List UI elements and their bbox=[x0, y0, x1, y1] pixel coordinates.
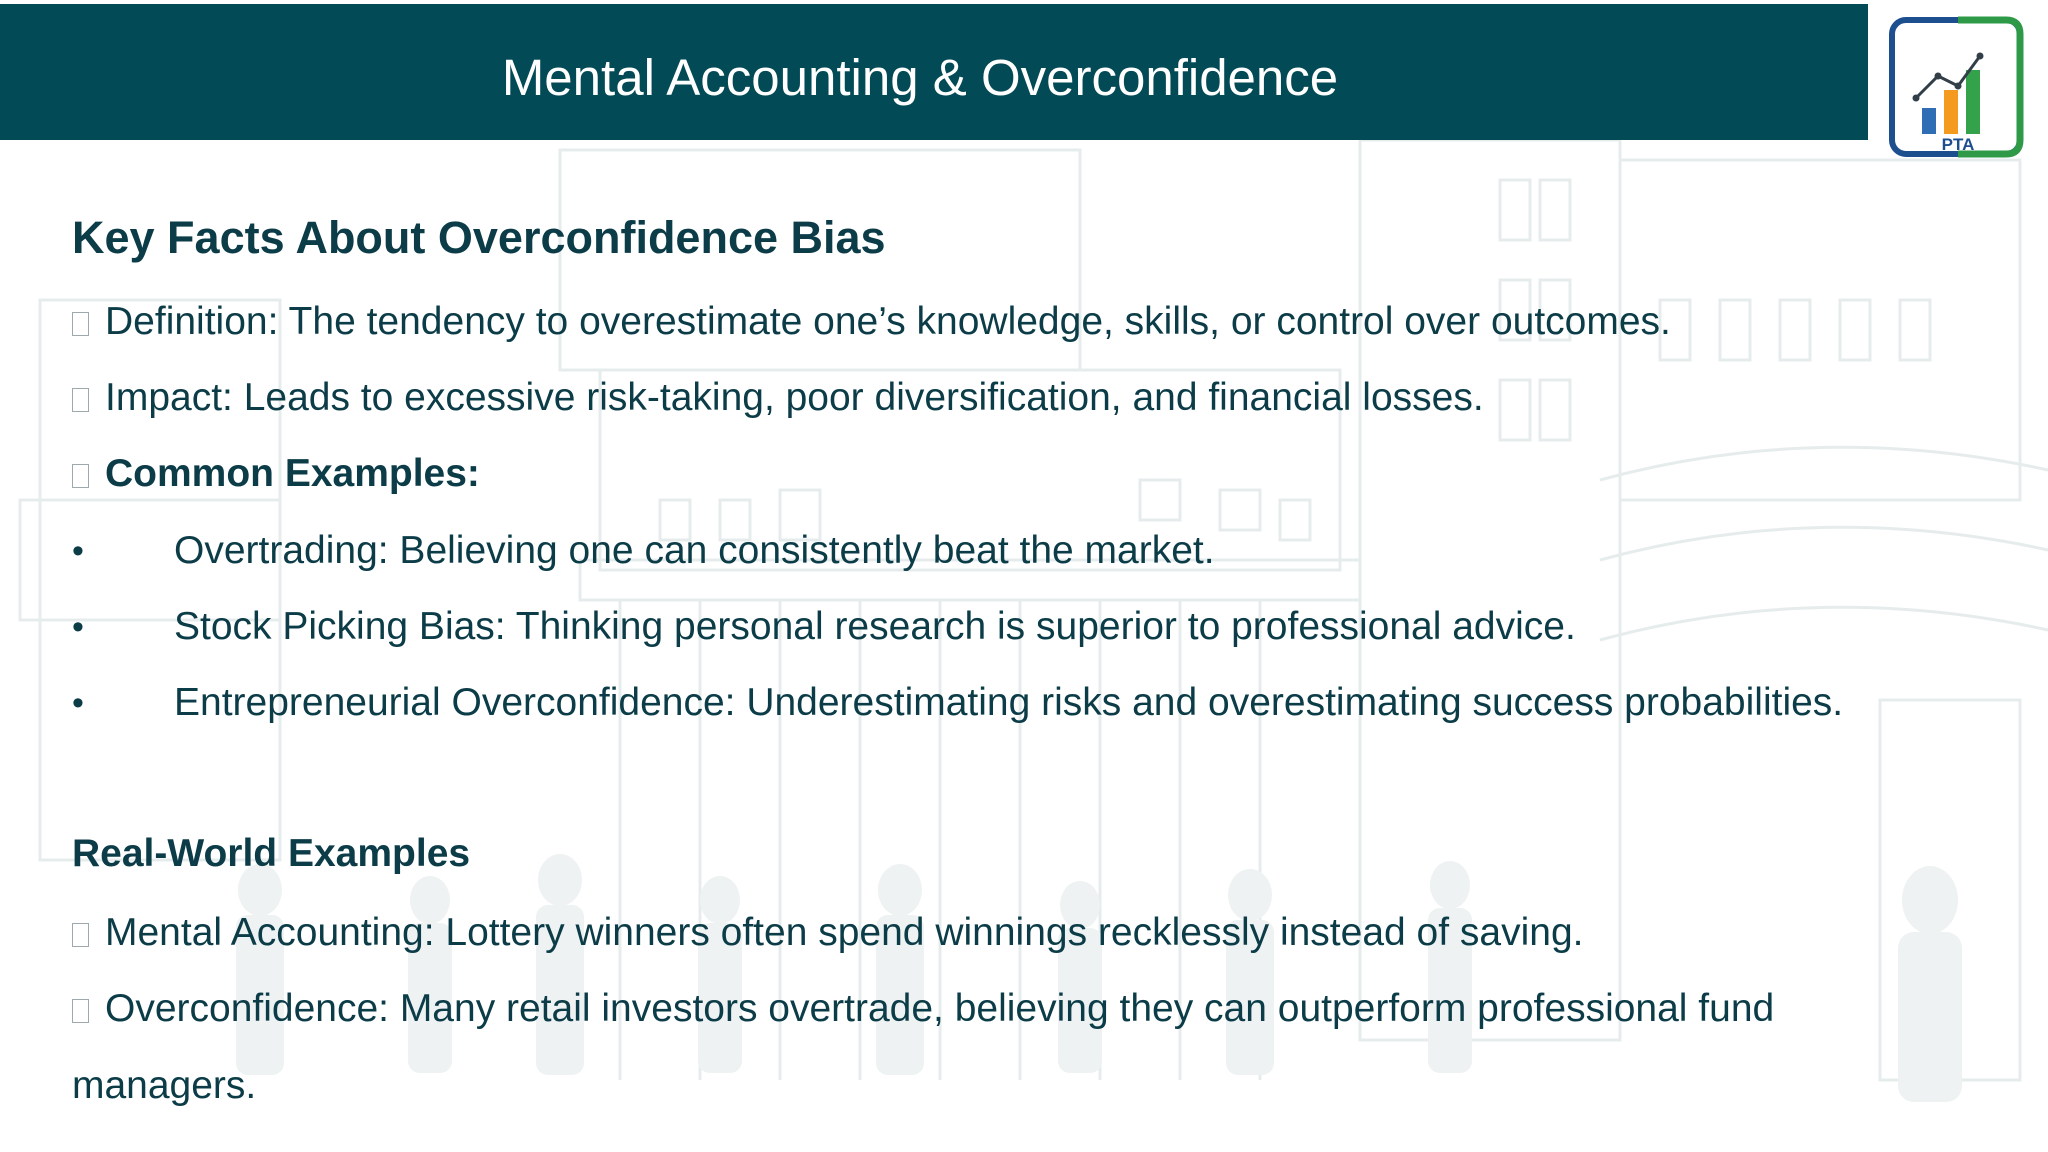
list-item-text: Overconfidence: Many retail investors overtrade, believing they can outperform professional fund bbox=[105, 987, 1775, 1030]
bullet-icon: • bbox=[72, 532, 84, 570]
bullet-item-overtrading bbox=[72, 528, 1972, 574]
section-heading-real-world: Real-World Examples bbox=[72, 832, 471, 875]
bullet-text: Entrepreneurial Overconfidence: Underestimating risks and overestimating success probabilities. bbox=[174, 681, 1844, 724]
list-item-impact bbox=[72, 375, 1484, 421]
bar-chart-trend-icon bbox=[1888, 16, 2024, 158]
section-heading-key-facts: Key Facts About Overconfidence Bias bbox=[72, 212, 886, 263]
bullet-icon: • bbox=[72, 684, 84, 722]
list-item-common-examples bbox=[72, 451, 480, 497]
checkbox-icon bbox=[72, 923, 89, 947]
header-bar bbox=[0, 4, 1868, 140]
checkbox-icon bbox=[72, 999, 89, 1023]
list-item-continuation bbox=[72, 1063, 256, 1109]
list-item-text: Common Examples: bbox=[105, 452, 480, 495]
list-item-mental-accounting bbox=[72, 910, 1583, 956]
list-item-text: Definition: The tendency to overestimate one’s knowledge, skills, or control over outcomes. bbox=[105, 300, 1671, 343]
bullet-text: Overtrading: Believing one can consistently beat the market. bbox=[174, 529, 1215, 572]
logo-text: PTA bbox=[1941, 135, 1975, 154]
bullet-text: Stock Picking Bias: Thinking personal research is superior to professional advice. bbox=[174, 605, 1576, 648]
checkbox-icon bbox=[72, 312, 89, 336]
pta-logo bbox=[1888, 16, 2024, 158]
list-item-definition bbox=[72, 299, 1671, 345]
bullet-icon: • bbox=[72, 608, 84, 646]
list-item-overconfidence bbox=[72, 986, 1774, 1032]
list-item-text: Mental Accounting: Lottery winners often spend winnings recklessly instead of saving. bbox=[105, 911, 1584, 954]
slide-title: Mental Accounting & Overconfidence bbox=[501, 49, 1339, 106]
checkbox-icon bbox=[72, 388, 89, 412]
list-item-text: managers. bbox=[72, 1064, 257, 1107]
checkbox-icon bbox=[72, 464, 89, 488]
bullet-item-stock-picking bbox=[72, 604, 1972, 650]
list-item-text: Impact: Leads to excessive risk-taking, poor diversification, and financial losses. bbox=[105, 376, 1484, 419]
bullet-item-entrepreneurial bbox=[72, 680, 1972, 726]
